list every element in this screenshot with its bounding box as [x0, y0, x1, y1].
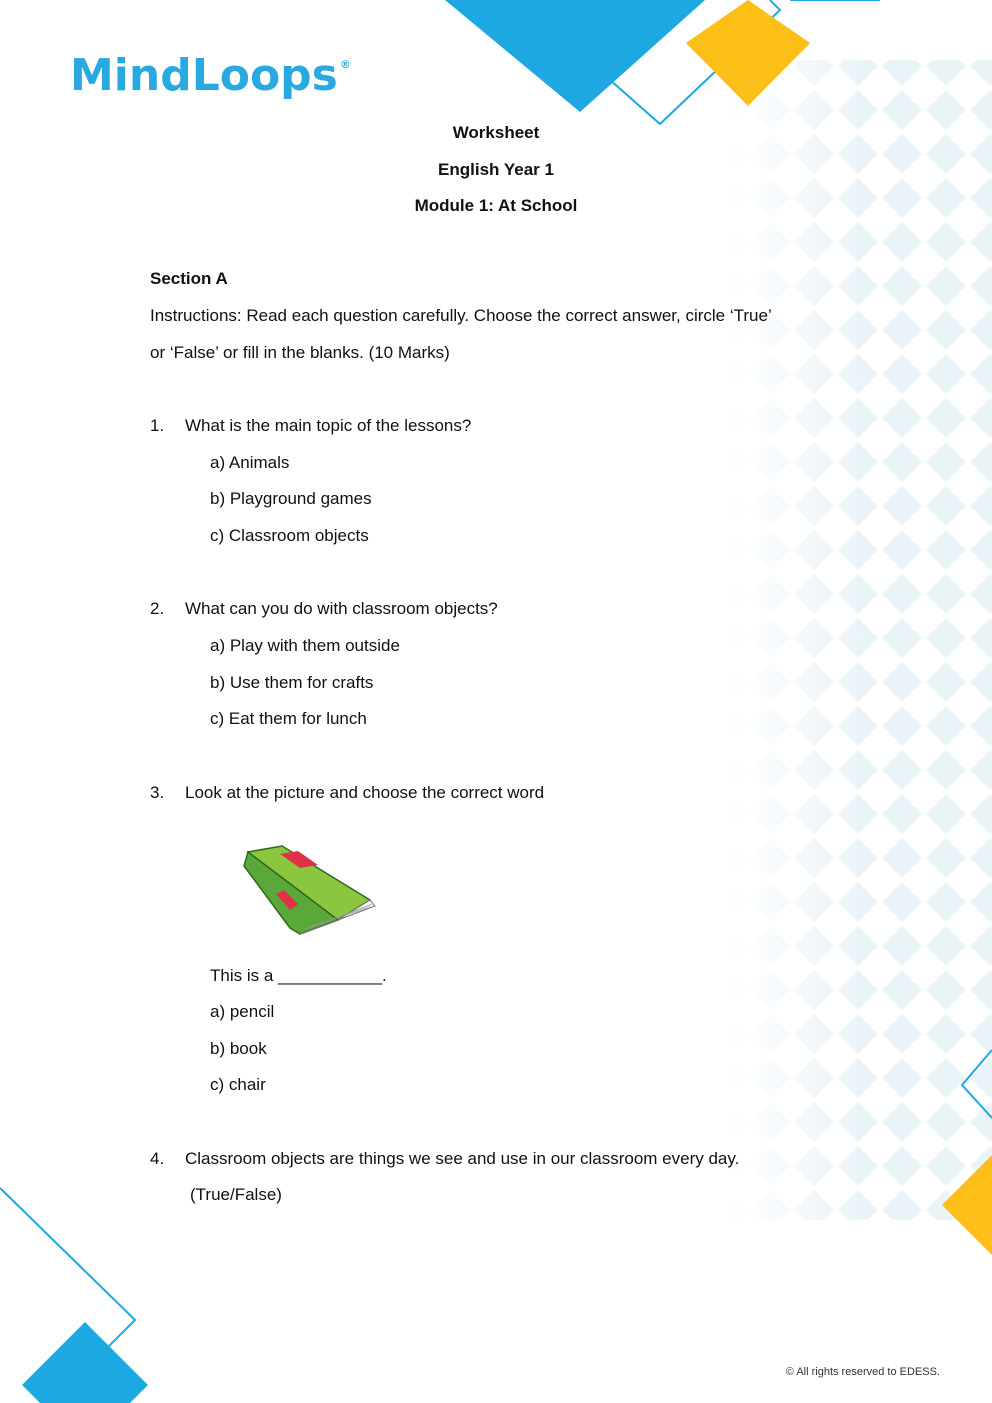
question-1-text: What is the main topic of the lessons? — [185, 416, 472, 435]
question-2-text: What can you do with classroom objects? — [185, 599, 498, 618]
book-picture — [240, 840, 380, 940]
worksheet-module: Module 1: At School — [414, 196, 578, 215]
question-2-option-b: b) Use them for crafts — [210, 673, 374, 692]
instructions-line-2: or ‘False’ or fill in the blanks. (10 Marks) — [150, 343, 450, 362]
question-1-number: 1. — [150, 416, 165, 435]
mindloops-logo — [70, 50, 349, 101]
section-title: Section A — [150, 269, 228, 288]
copyright-footer: © All rights reserved to EDESS. — [785, 1366, 940, 1378]
question-2-option-c: c) Eat them for lunch — [210, 709, 367, 728]
question-3-option-c: c) chair — [210, 1075, 266, 1094]
question-3-prompt: This is a ___________. — [210, 966, 387, 985]
question-4-number: 4. — [150, 1149, 165, 1168]
question-3-number: 3. — [150, 783, 165, 802]
worksheet-title: Worksheet — [452, 123, 540, 142]
question-1-option-a: a) Animals — [210, 453, 290, 472]
logo-text: MindLoops — [70, 50, 338, 101]
question-4-text: Classroom objects are things we see and use in our classroom every day. — [185, 1149, 740, 1168]
question-1-option-b: b) Playground games — [210, 489, 372, 508]
question-3-option-a: a) pencil — [210, 1002, 275, 1021]
question-1-option-c: c) Classroom objects — [210, 526, 369, 545]
question-3-text: Look at the picture and choose the correct word — [185, 783, 545, 802]
question-4-answer-hint: (True/False) — [190, 1185, 282, 1204]
question-2-option-a: a) Play with them outside — [210, 636, 400, 655]
worksheet-subject: English Year 1 — [438, 160, 554, 179]
instructions-line-1: Instructions: Read each question carefully. Choose the correct answer, circle ‘True’ — [150, 306, 772, 325]
registered-mark: ® — [339, 58, 351, 71]
question-3-option-b: b) book — [210, 1039, 267, 1058]
question-2-number: 2. — [150, 599, 165, 618]
